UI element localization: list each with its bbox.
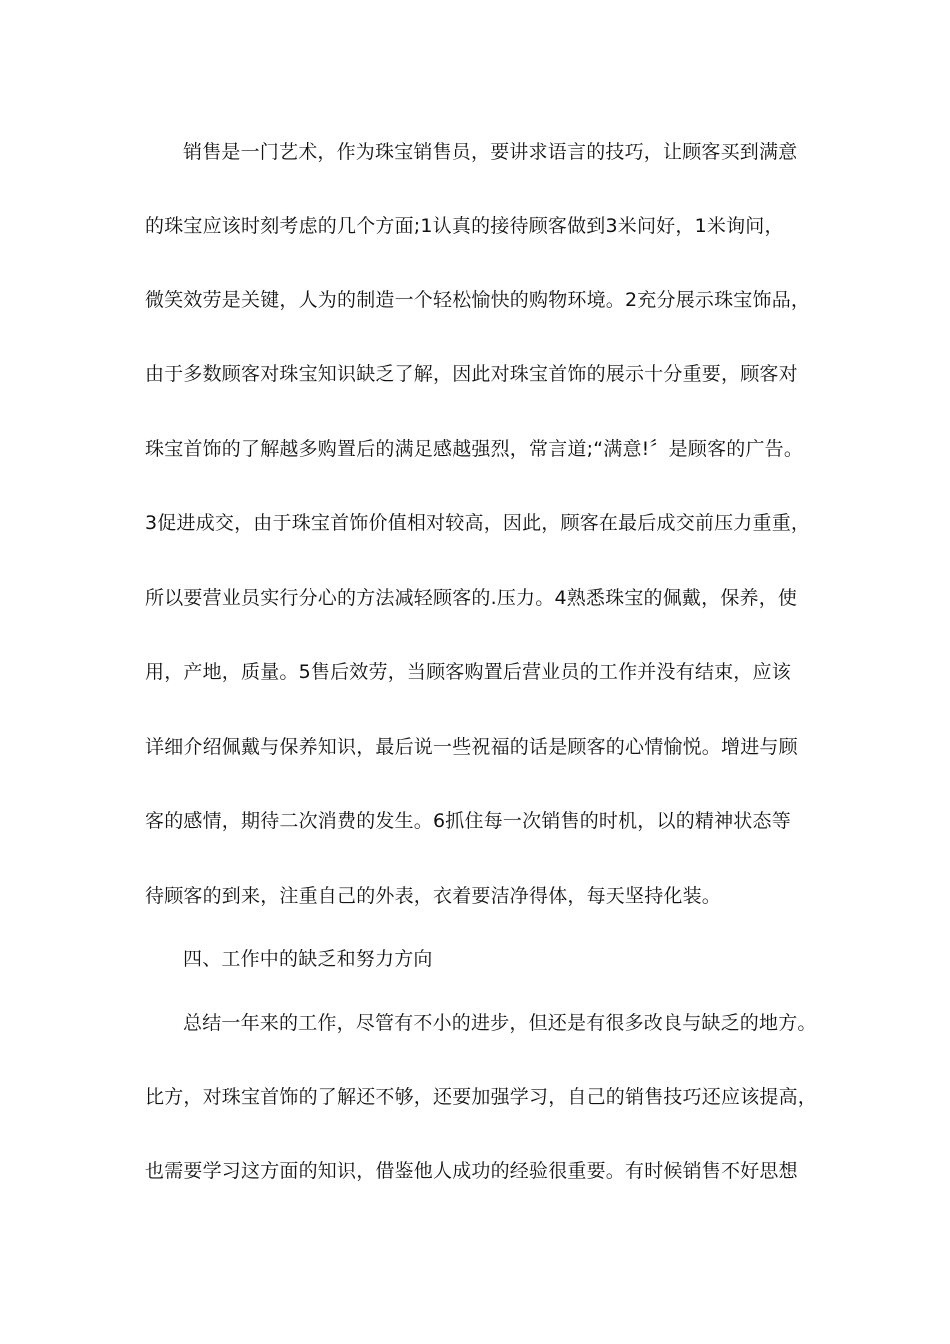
paragraph-line: 总结一年来的工作，尽管有不小的进步，但还是有很多改良与缺乏的地方。: [183, 1012, 817, 1034]
paragraph-line: 比方，对珠宝首饰的了解还不够，还要加强学习，自己的销售技巧还应该提高，: [145, 1086, 818, 1108]
paragraph-line: 微笑效劳是关键，人为的制造一个轻松愉快的购物环境。2充分展示珠宝饰品，: [145, 289, 811, 311]
paragraph-line: 3促进成交，由于珠宝首饰价值相对较高，因此，顾客在最后成交前压力重重，: [145, 512, 811, 534]
paragraph-line: 的珠宝应该时刻考虑的几个方面;1认真的接待顾客做到3米问好，1米询问，: [145, 215, 784, 237]
paragraph-line: 待顾客的到来，注重自己的外表，衣着要洁净得体，每天坚持化装。: [145, 885, 722, 907]
paragraph-line: 也需要学习这方面的知识，借鉴他人成功的经验很重要。有时候销售不好思想: [145, 1160, 798, 1182]
section-heading: 四、工作中的缺乏和努力方向: [183, 948, 433, 970]
paragraph-line: 用，产地，质量。5售后效劳，当顾客购置后营业员的工作并没有结束，应该: [145, 661, 791, 683]
paragraph-line: 详细介绍佩戴与保养知识，最后说一些祝福的话是顾客的心情愉悦。增进与顾: [145, 736, 798, 758]
paragraph-line: 由于多数顾客对珠宝知识缺乏了解，因此对珠宝首饰的展示十分重要，顾客对: [145, 363, 798, 385]
paragraph-line: 客的感情，期待二次消费的发生。6抓住每一次销售的时机，以的精神状态等: [145, 810, 791, 832]
paragraph-line: 所以要营业员实行分心的方法减轻顾客的.压力。4熟悉珠宝的佩戴，保养，使: [145, 587, 798, 609]
paragraph-line: 销售是一门艺术，作为珠宝销售员，要讲求语言的技巧，让顾客买到满意: [183, 141, 798, 163]
paragraph-line: 珠宝首饰的了解越多购置后的满足感越强烈，常言道;“满意!〞是顾客的广告。: [145, 438, 804, 460]
